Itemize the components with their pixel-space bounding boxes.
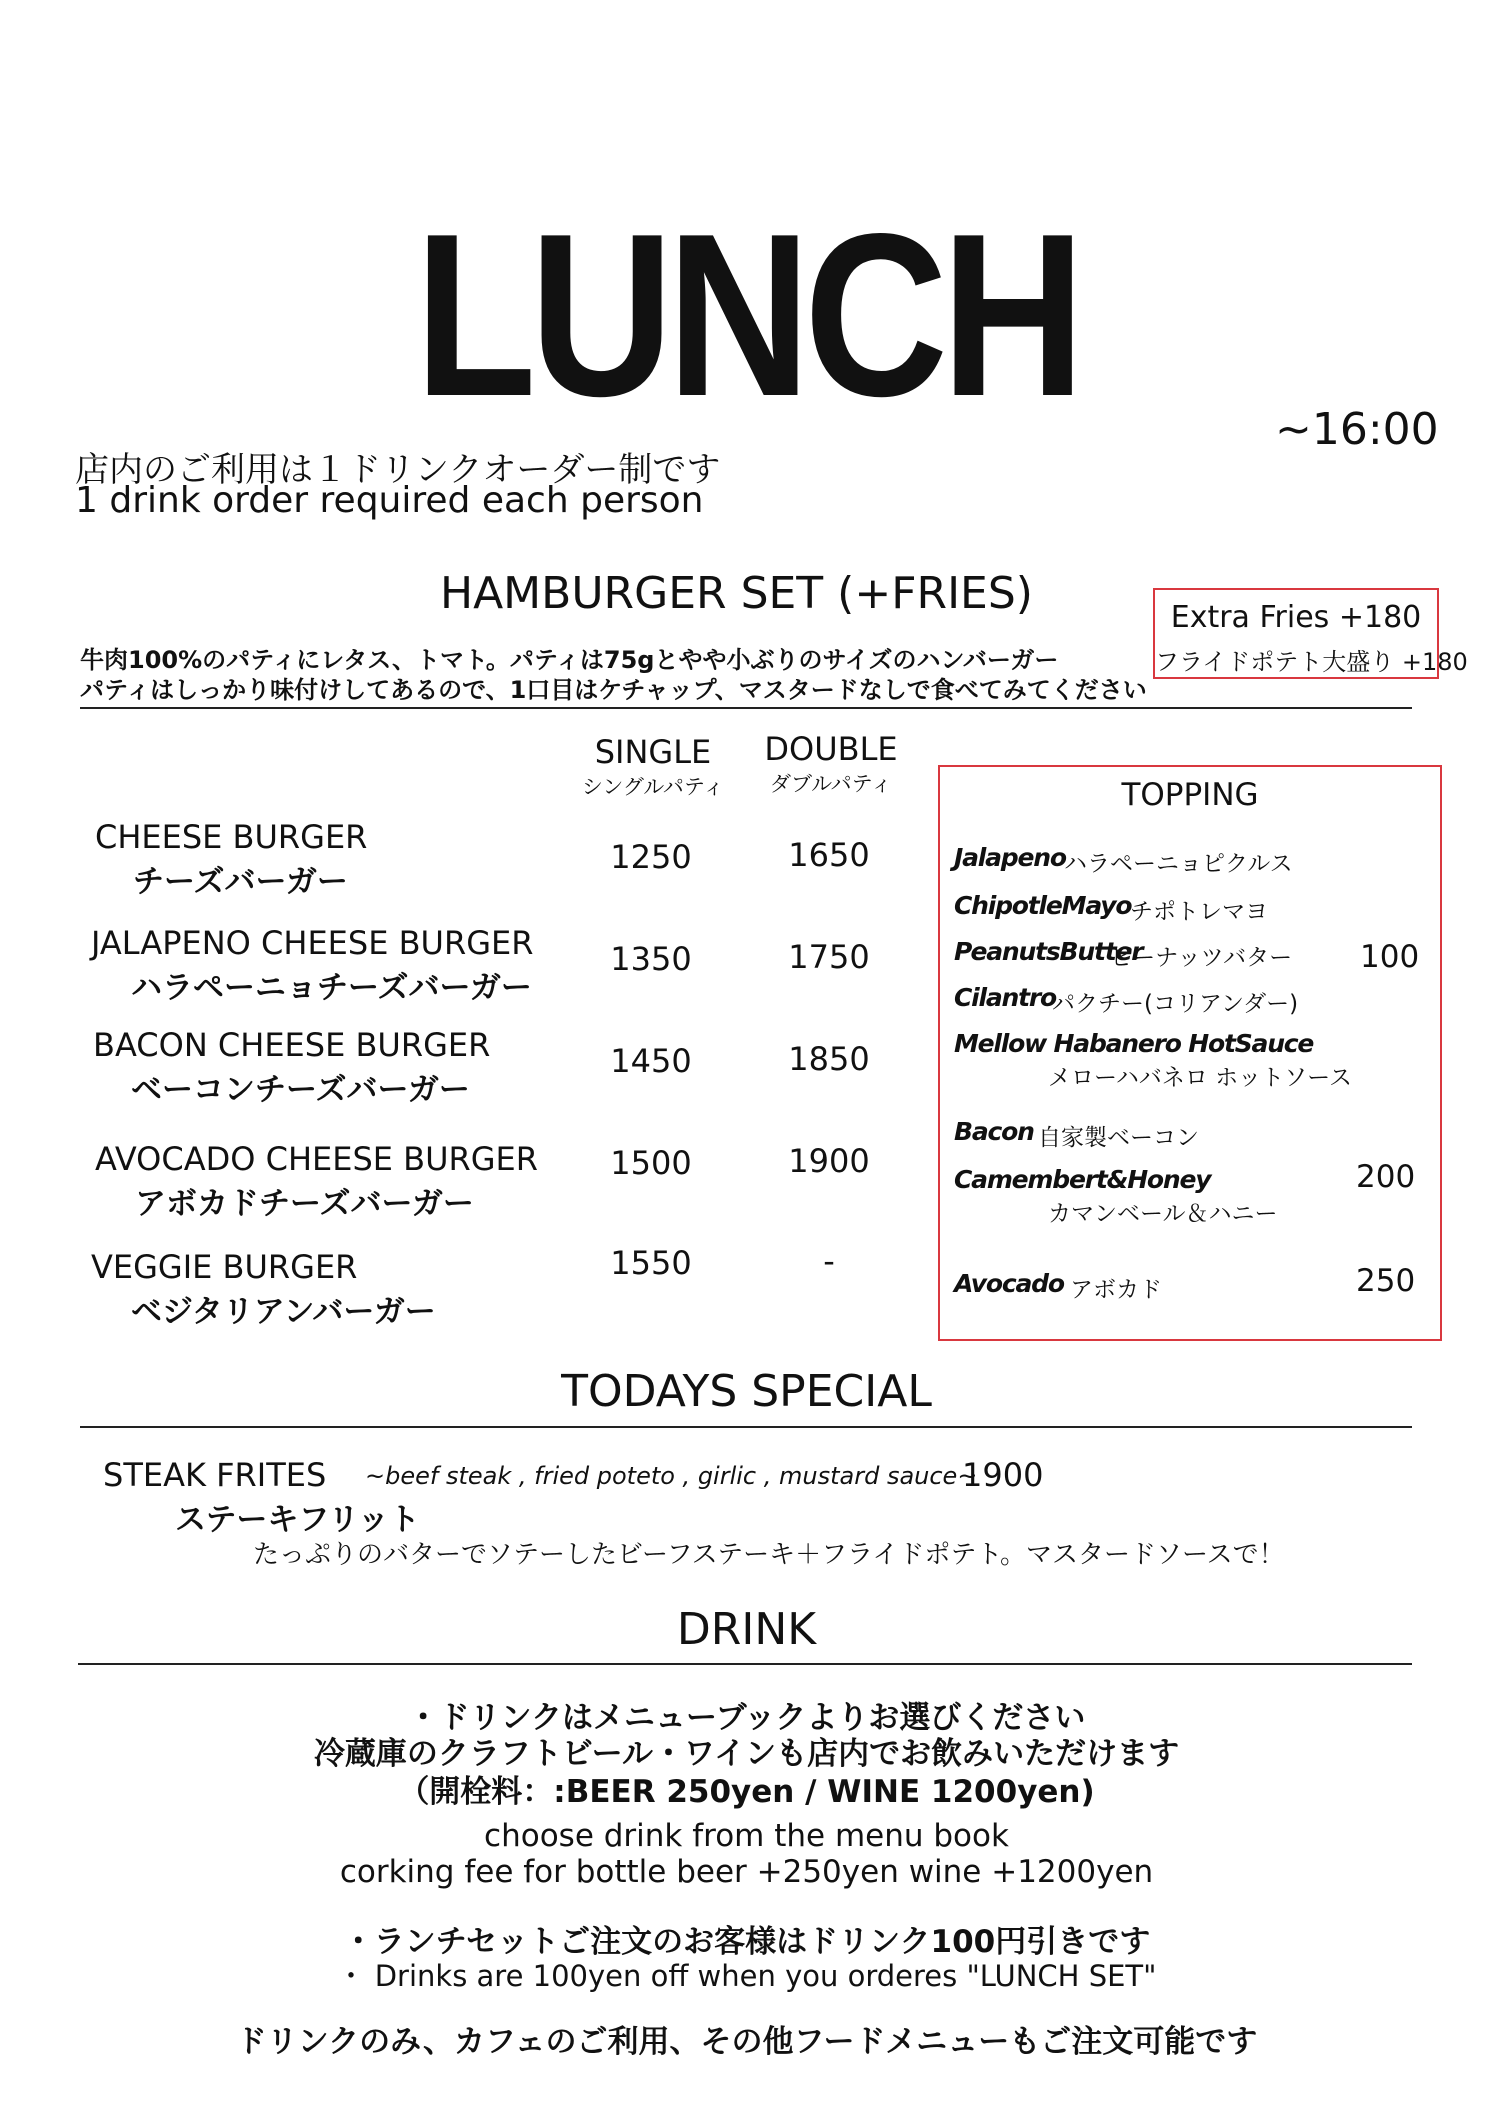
extra-fries-en: Extra Fries +180: [1170, 600, 1422, 635]
drink-divider: [78, 1663, 1412, 1665]
topping-name-en: PeanutsButter: [954, 937, 1143, 966]
burger-item-name-en: BACON CHEESE BURGER: [93, 1026, 491, 1064]
special-divider: [80, 1426, 1412, 1428]
topping-name-jp: チポトレマヨ: [1130, 899, 1268, 925]
topping-name-jp: カマンベール＆ハニー: [1048, 1201, 1278, 1227]
drink-line: （開栓料：:BEER 250yen / WINE 1200yen): [398, 1774, 1095, 1810]
drink-order-note-en: 1 drink order required each person: [75, 480, 704, 521]
burger-item-name-en: VEGGIE BURGER: [91, 1248, 358, 1286]
hamburger-section-title: HAMBURGER SET (+FRIES): [440, 568, 1033, 619]
price-single: 1550: [610, 1244, 692, 1282]
drink-line: ・ Drinks are 100yen off when you orderes "LUNCH SET": [336, 1959, 1157, 1993]
burger-item-name-jp: ハラペーニョチーズバーガー: [131, 970, 532, 1006]
drink-section-title: DRINK: [676, 1604, 817, 1655]
special-name-en: STEAK FRITES: [103, 1456, 327, 1494]
topping-title: TOPPING: [1121, 777, 1259, 813]
topping-box: [938, 765, 1442, 1341]
topping-name-jp: メローハバネロ ホットソース: [1048, 1065, 1353, 1091]
topping-name-jp: 自家製ベーコン: [1038, 1125, 1199, 1151]
burger-item-name-en: AVOCADO CHEESE BURGER: [95, 1140, 538, 1178]
topping-price-100: 100: [1360, 939, 1420, 975]
drink-line: ・ドリンクはメニューブックよりお選びください: [407, 1700, 1086, 1736]
topping-name-en: Bacon: [954, 1117, 1034, 1146]
price-single: 1450: [610, 1042, 692, 1080]
burger-item-name-jp: アボカドチーズバーガー: [135, 1186, 474, 1222]
burger-item-name-jp: ベーコンチーズバーガー: [131, 1072, 470, 1108]
price-double: -: [823, 1242, 835, 1280]
price-double: 1750: [788, 938, 870, 976]
price-single: 1350: [610, 940, 692, 978]
special-note: たっぷりのバターでソテーしたビーフステーキ＋フライドポテト。マスタードソースで！: [253, 1540, 1285, 1570]
single-label: SINGLE: [594, 733, 712, 771]
burger-item-name-jp: ベジタリアンバーガー: [131, 1294, 436, 1330]
drink-line: ドリンクのみ、カフェのご利用、その他フードメニューもご注文可能です: [235, 2024, 1258, 2060]
topping-name-jp: アボカド: [1070, 1277, 1162, 1303]
price-single: 1250: [610, 838, 692, 876]
price-single: 1500: [610, 1144, 692, 1182]
special-description: ~beef steak , fried poteto , girlic , mustard sauce~: [365, 1462, 978, 1490]
drink-line: choose drink from the menu book: [484, 1818, 1009, 1854]
drink-line: corking fee for bottle beer +250yen wine +1200yen: [339, 1854, 1154, 1890]
menu-title: LUNCH: [414, 186, 1079, 445]
topping-name-jp: ピーナッツバター: [1110, 945, 1293, 971]
price-double: 1850: [788, 1040, 870, 1078]
drink-line: ・ランチセットご注文のお客様はドリンク100円引きです: [342, 1924, 1151, 1960]
topping-name-en: ChipotleMayo: [954, 891, 1132, 920]
price-double: 1900: [788, 1142, 870, 1180]
special-price: 1900: [962, 1456, 1044, 1494]
hamburger-description-line1: 牛肉100%のパティにレタス、トマト。パティは75gとやや小ぶりのサイズのハンバーガー: [80, 646, 1059, 674]
drink-order-note-jp: 店内のご利用は１ドリンクオーダー制です: [75, 450, 721, 490]
topping-name-en: Cilantro: [954, 983, 1057, 1012]
topping-name-en: Mellow Habanero HotSauce: [954, 1029, 1314, 1058]
special-section-title: TODAYS SPECIAL: [561, 1366, 932, 1417]
topping-name-jp: パクチー(コリアンダー): [1052, 991, 1299, 1017]
extra-fries-jp: フライドポテト大盛り +180: [1155, 648, 1468, 676]
drink-line: 冷蔵庫のクラフトビール・ワインも店内でお飲みいただけます: [313, 1736, 1180, 1772]
lunch-hours: ~16:00: [1275, 404, 1439, 455]
topping-price-200: 200: [1356, 1159, 1416, 1195]
topping-price-250: 250: [1356, 1263, 1416, 1299]
double-label: DOUBLE: [764, 730, 898, 768]
topping-name-en: Jalapeno: [954, 843, 1066, 872]
column-header-double: [731, 730, 931, 798]
burger-item-name-jp: チーズバーガー: [133, 864, 348, 900]
topping-name-en: Avocado: [954, 1269, 1064, 1298]
single-label-jp: シングルパティ: [581, 775, 725, 799]
special-name-jp: ステーキフリット: [175, 1502, 420, 1538]
topping-name-en: Camembert&Honey: [954, 1165, 1211, 1194]
hamburger-divider: [80, 707, 1412, 709]
burger-item-name-en: CHEESE BURGER: [95, 818, 368, 856]
topping-name-jp: ハラペーニョピクルス: [1064, 851, 1293, 877]
hamburger-description-line2: パティはしっかり味付けしてあるので、1口目はケチャップ、マスタードなしで食べてみてください: [80, 676, 1147, 704]
column-header-single: [553, 733, 753, 801]
extra-fries-box: [1153, 588, 1468, 679]
double-label-jp: ダブルパティ: [769, 772, 892, 796]
price-double: 1650: [788, 836, 870, 874]
burger-item-name-en: JALAPENO CHEESE BURGER: [91, 924, 534, 962]
